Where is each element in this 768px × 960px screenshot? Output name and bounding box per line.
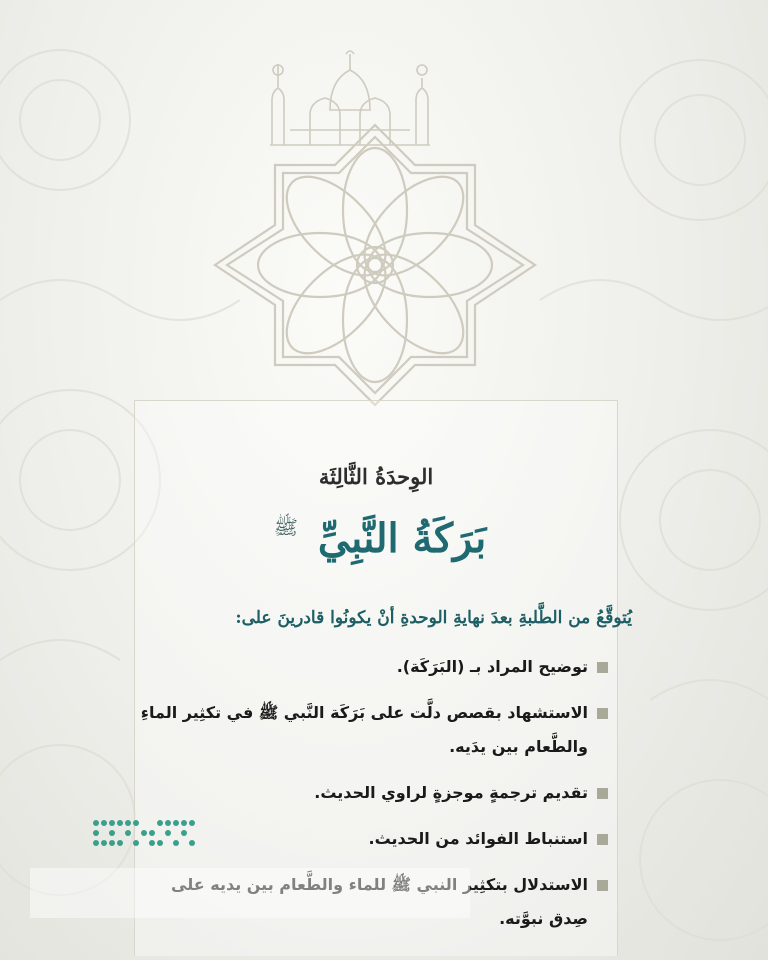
unit-title [180, 515, 580, 562]
objective-text: الاستشهاد بقصص دلَّت على بَرَكَة النَّبي ﷺ في تكثِير الماءِ والطَّعام بين يدَيه. [140, 703, 588, 756]
list-item [140, 822, 610, 856]
square-bullet-icon [597, 834, 608, 845]
honorific-mark: ﷺ [273, 515, 298, 539]
objective-text: توضيح المراد بـ (البَرَكَة). [396, 657, 588, 676]
square-bullet-icon [597, 788, 608, 799]
square-bullet-icon [597, 880, 608, 891]
list-item [140, 650, 610, 684]
square-bullet-icon [597, 662, 608, 673]
square-bullet-icon [597, 708, 608, 719]
objective-text: تقديم ترجمةٍ موجزةٍ لراوي الحديث. [314, 783, 588, 802]
geometric-rosette-icon [205, 120, 545, 410]
objective-text: استنباط الفوائد من الحديث. [368, 829, 588, 848]
unit-title-text: بَرَكَةُ النَّبِيِّ [317, 515, 487, 562]
list-item [140, 776, 610, 810]
objective-text: الاستدلال بتكثِير النبي ﷺ للماء والطَّعام بين يديه على صِدق نبوَّته. [171, 875, 588, 928]
unit-number-label: الوِحدَةُ الثَّالِثَة [318, 464, 434, 489]
list-item [140, 696, 610, 764]
footer-strip [30, 868, 470, 918]
ministry-dots-logo [90, 815, 200, 855]
objectives-intro: يُتوقَّعُ من الطَّلبةِ بعدَ نهايةِ الوحدةِ أنْ يكونُوا قادرينَ على: [235, 608, 632, 628]
